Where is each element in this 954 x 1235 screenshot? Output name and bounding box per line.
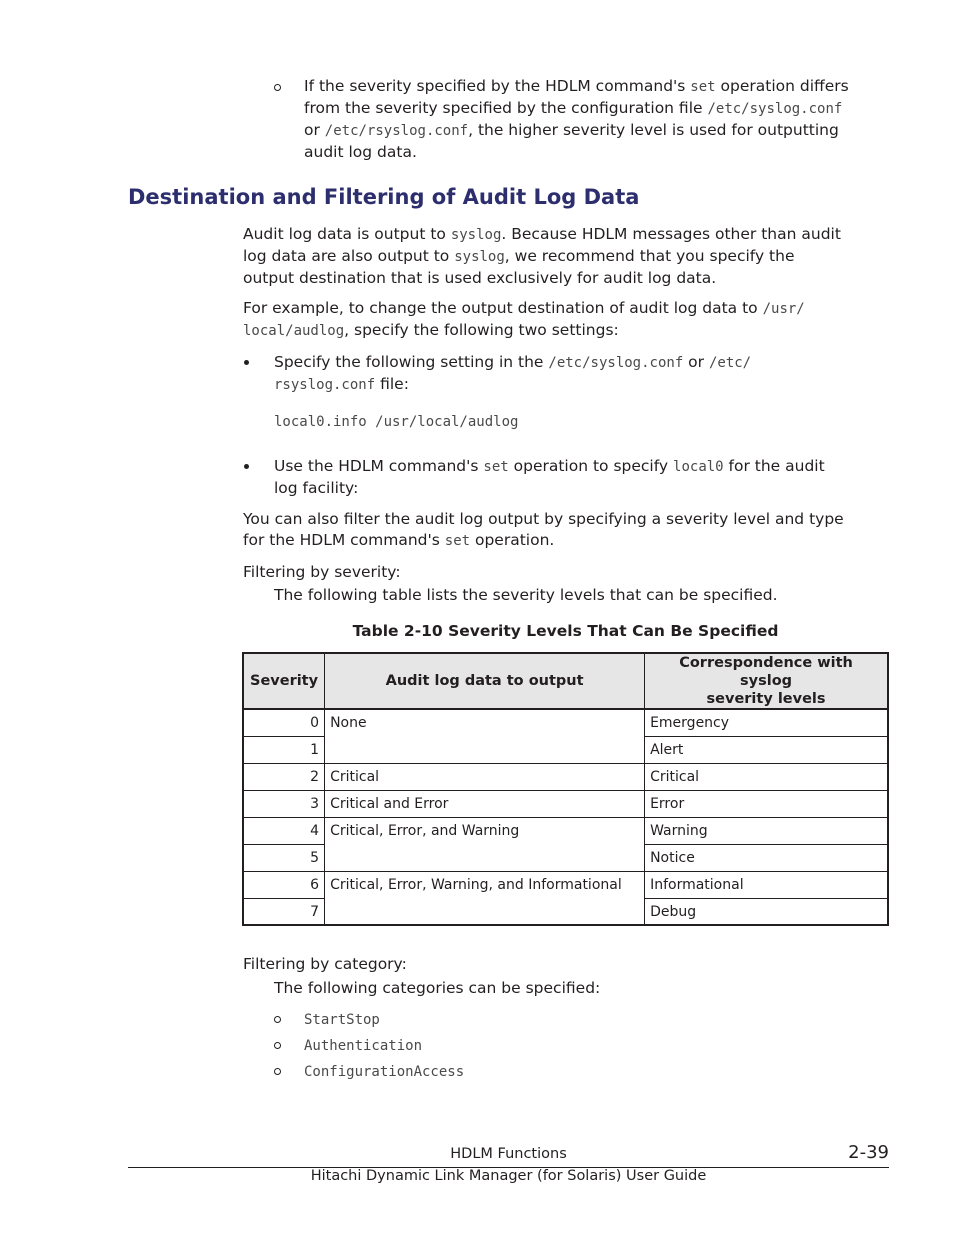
filter-severity-desc: The following table lists the severity levels that can be specified. [274, 586, 778, 604]
bullet-icon [244, 360, 249, 365]
footer-section: HDLM Functions [450, 1146, 567, 1162]
paragraph-filter: You can also filter the audit log output by specifying a severity level and type for the HDLM command's set operation. [243, 510, 844, 549]
header-severity: Severity [243, 653, 325, 709]
table-row: 5 Notice [243, 844, 888, 871]
table-row: 0 None Emergency [243, 709, 888, 736]
table-row: 2 Critical Critical [243, 763, 888, 790]
header-audit-output: Audit log data to output [325, 653, 645, 709]
page-number: 2-39 [848, 1142, 889, 1163]
table-row: 7 Debug [243, 898, 888, 925]
section-title: Destination and Filtering of Audit Log Data [128, 185, 640, 209]
table-row: 4 Critical, Error, and Warning Warning [243, 817, 888, 844]
severity-table [242, 652, 889, 926]
bullet-icon [244, 464, 249, 469]
list-item: StartStop [304, 1012, 380, 1028]
paragraph-output: Audit log data is output to syslog. Because HDLM messages other than audit log data are also output to syslog, we recommend that you specify the output destination that is used exclusively for audit log data. [243, 225, 841, 287]
table-row: 1 Alert [243, 736, 888, 763]
hollow-bullet-icon [274, 84, 281, 91]
header-syslog: Correspondence with syslog severity levels [645, 653, 888, 709]
footer-guide-title: Hitachi Dynamic Link Manager (for Solaris) User Guide [310, 1168, 707, 1184]
list-item: Authentication [304, 1038, 423, 1054]
table-row: 6 Critical, Error, Warning, and Informational Informational [243, 871, 888, 898]
list-item: ConfigurationAccess [304, 1064, 465, 1080]
paragraph-example: For example, to change the output destination of audit log data to /usr/ local/audlog, specify the following two settings: [243, 299, 805, 339]
code-sample: local0.info /usr/local/audlog [274, 414, 519, 430]
hollow-bullet-icon [274, 1016, 281, 1023]
table-header-row [243, 653, 888, 709]
filter-severity-label: Filtering by severity: [243, 563, 401, 581]
hollow-bullet-icon [274, 1068, 281, 1075]
table-row: 3 Critical and Error Error [243, 790, 888, 817]
table-caption: Table 2-10 Severity Levels That Can Be Specified [352, 622, 779, 640]
filter-category-desc: The following categories can be specified: [274, 979, 601, 997]
hollow-bullet-icon [274, 1042, 281, 1049]
filter-category-label: Filtering by category: [243, 955, 407, 973]
